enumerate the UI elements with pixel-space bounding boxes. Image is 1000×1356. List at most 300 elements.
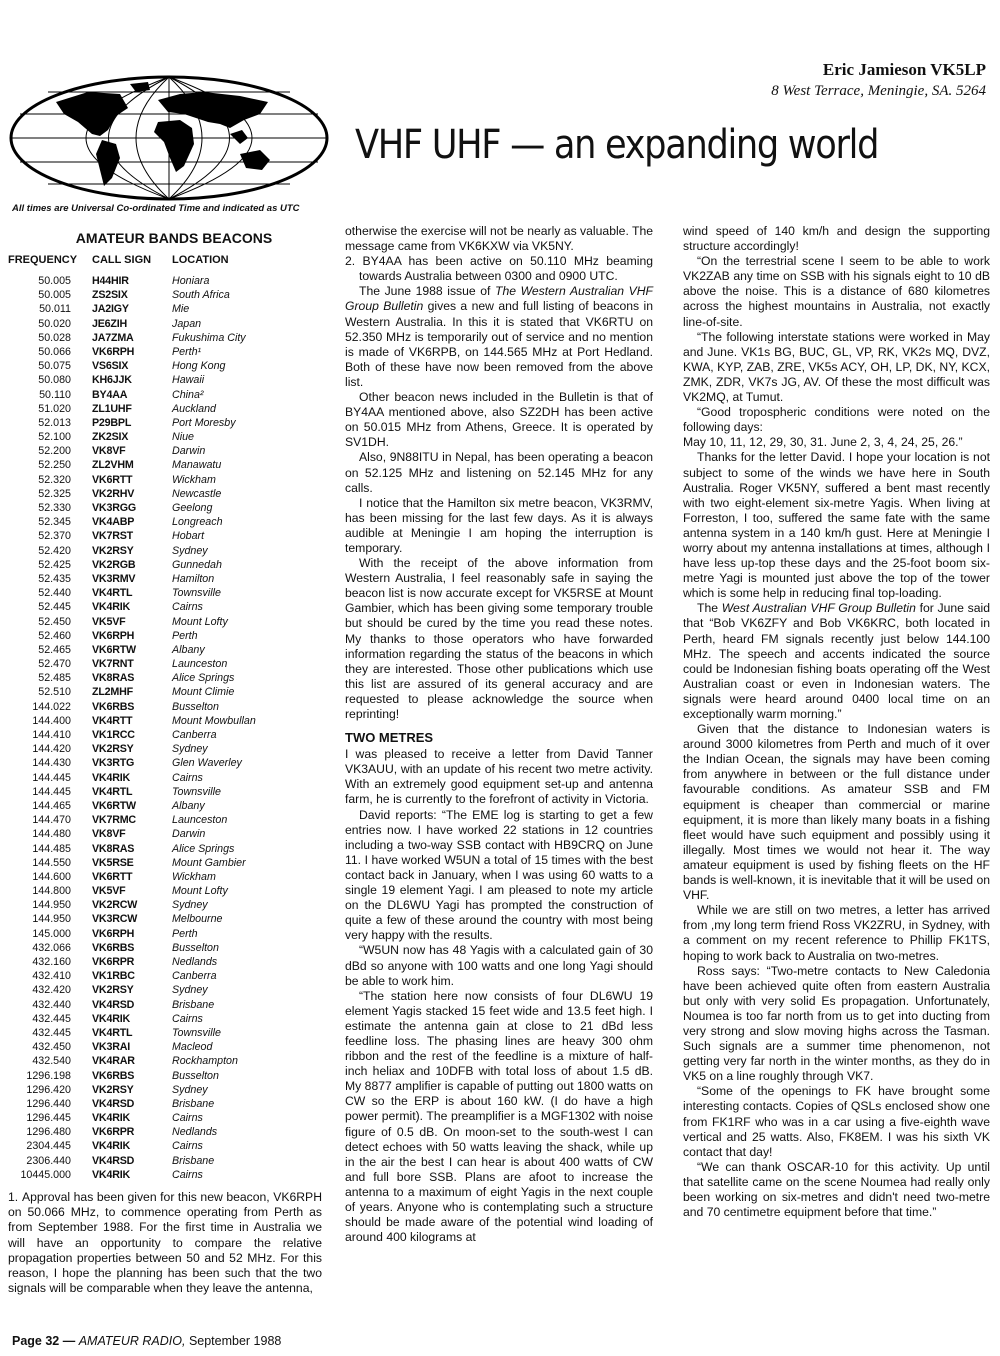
call-sign-cell: VK6RTW	[92, 643, 136, 656]
call-sign-cell: VK5VF	[92, 885, 126, 898]
call-sign-cell: VK4RIK	[92, 1168, 130, 1181]
beacon-table-body	[8, 274, 330, 1182]
call-sign-cell: VK5VF	[92, 615, 126, 628]
call-sign-cell: VK4RTL	[92, 785, 133, 798]
paragraph: Also, 9N88ITU in Nepal, has been operating a beacon on 52.125 MHz and listening on 52.145 MHz for any calls.	[345, 450, 653, 495]
location-cell: Canberra	[172, 729, 217, 741]
call-sign-cell: VS6SIX	[92, 360, 129, 373]
table-row	[8, 274, 330, 288]
table-row	[8, 402, 330, 416]
location-cell: Cairns	[172, 1112, 203, 1125]
table-row	[8, 558, 330, 572]
call-sign-cell: JA2IGY	[92, 303, 129, 316]
table-row	[8, 1026, 330, 1040]
call-sign-cell: VK4RIK	[92, 601, 130, 614]
frequency-cell: 52.013	[38, 416, 71, 429]
frequency-cell: 50.005	[38, 289, 71, 302]
paragraph: Thanks for the letter David. I hope your location is not subject to some of the winds we have here in South Australia. Roger VK5NY, suffered a bent mast recently with two eight-element six-metre Yagis. When living at Forreston, I too, suffered the same fate with the same antenna system in a 140 km/h gust. Here at Meningie I worry about my antenna installations at times, although I have less up-top these days and the 25-foot boom six-metre Yagi is mounted just above the top of the tower which is some help in reducing final top-loading.	[683, 450, 990, 601]
call-sign-cell: VK4RTL	[92, 1026, 133, 1039]
location-cell: Fukushima City	[172, 331, 246, 344]
call-sign-cell: ZK2SIX	[92, 431, 129, 444]
frequency-cell: 52.200	[38, 445, 71, 458]
table-row	[8, 317, 330, 331]
frequency-cell: 52.250	[38, 459, 71, 472]
call-sign-cell: VK4RAR	[92, 1055, 135, 1068]
location-cell: China²	[172, 388, 204, 401]
table-row	[8, 615, 330, 629]
call-sign-cell: VK4ABP	[92, 516, 135, 529]
location-cell: Manawatu	[172, 459, 222, 472]
call-sign-cell: VK3RMV	[92, 572, 136, 585]
call-sign-cell: VK4RIK	[92, 1112, 130, 1125]
location-cell: Townsville	[172, 587, 221, 600]
call-sign-cell: VK3RGG	[92, 502, 136, 514]
location-cell: Busselton	[172, 700, 219, 713]
magazine-name: AMATEUR RADIO,	[78, 1334, 186, 1348]
location-cell: Cairns	[172, 1168, 203, 1181]
table-row	[8, 1097, 330, 1111]
frequency-cell: 144.485	[32, 842, 71, 855]
location-cell: Alice Springs	[172, 672, 235, 685]
location-cell: Hawaii	[172, 374, 205, 387]
frequency-cell: 52.100	[38, 431, 71, 444]
table-row	[8, 742, 330, 756]
location-cell: Newcastle	[172, 487, 222, 500]
page-footer	[12, 1334, 281, 1348]
table-row	[8, 927, 330, 941]
frequency-cell: 50.005	[38, 275, 71, 287]
call-sign-cell: VK4RSD	[92, 1097, 135, 1110]
frequency-cell: 144.410	[32, 729, 71, 741]
frequency-cell: 52.425	[38, 558, 71, 571]
location-cell: Alice Springs	[172, 842, 235, 855]
call-sign-cell: P29BPL	[92, 416, 132, 429]
frequency-cell: 144.950	[32, 899, 71, 912]
location-cell: Macleod	[172, 1041, 213, 1054]
table-row	[8, 771, 330, 785]
table-row	[8, 572, 330, 586]
paragraph: While we are still on two metres, a letter has arrived from ,my long term friend Ross VK2ZRU, in Sydney, with a comment on my recent reference to Phillip FK1TS, hoping to work back to Australia on two-metres.	[683, 903, 990, 963]
call-sign-cell: VK6RTW	[92, 799, 136, 812]
table-row	[8, 1125, 330, 1139]
table-row	[8, 827, 330, 841]
frequency-cell: 144.600	[32, 870, 71, 883]
paragraph: “The station here now consists of four DL6WU 19 element Yagis stacked 15 feet wide and 13.5 feet high. I estimate the antenna gain at close to 21 dBd less feedline loss. The phasing lines are heavy 300 ohm ribbon and the rest of the feedline is a mixture of half-inch heliax and 10DFB with total loss of about 1.5 dB. My 8877 amplifier is capable of putting out 1800 watts on CW so the ERP is about 160 kW. (I do have a high power permit). The preamplifier is a MGF1302 with noise figure of 0.5 dB. On moon-set to the south-west I can detect echoes with 50 watts leaving the shack, while up in the air the best I can hear is about 400 watts of CW and full bore SSB. Plans are afoot to increase the antenna to a maximum of eight Yagis in the next couple of years. Anyone who is contemplating such a structure should be made aware of the potential wind loading of around 400 kilograms at	[345, 988, 653, 1245]
location-cell: Brisbane	[172, 998, 215, 1011]
call-sign-cell: VK1RBC	[92, 970, 135, 983]
table-row	[8, 785, 330, 799]
frequency-cell: 144.480	[32, 828, 71, 841]
frequency-cell: 1296.445	[26, 1112, 71, 1125]
call-sign-cell: VK3RAI	[92, 1041, 130, 1054]
table-row	[8, 388, 330, 402]
call-sign-cell: VK6RPR	[92, 1126, 135, 1139]
call-sign-cell: VK4RTL	[92, 587, 133, 600]
location-cell: Townsville	[172, 785, 221, 798]
frequency-cell: 432.445	[32, 1012, 71, 1025]
call-sign-cell: VK2RHV	[92, 487, 135, 500]
location-cell: Darwin	[172, 445, 206, 458]
call-sign-cell: VK2RSY	[92, 743, 134, 756]
call-sign-cell: VK8VF	[92, 828, 126, 841]
call-sign-cell: VK6RBS	[92, 700, 135, 713]
frequency-cell: 10445.000	[20, 1168, 71, 1181]
location-cell: Cairns	[172, 1012, 203, 1025]
table-row	[8, 345, 330, 359]
frequency-cell: 50.066	[38, 345, 71, 358]
frequency-cell: 432.066	[32, 941, 71, 954]
frequency-cell: 52.420	[38, 544, 71, 557]
paragraph: “On the terrestrial scene I seem to be able to work VK2ZAB any time on SSB with his signals eight to 10 dB above the noise. This is a distance of 680 kilometres across the highest mountains in Australia, not exactly line-of-site.	[683, 254, 990, 329]
table-row	[8, 430, 330, 444]
location-cell: Port Moresby	[172, 416, 236, 429]
location-cell: Auckland	[172, 402, 216, 415]
table-row	[8, 912, 330, 926]
table-row	[8, 998, 330, 1012]
location-cell: Cairns	[172, 771, 203, 784]
author-address: 8 West Terrace, Meningie, SA. 5264	[771, 83, 986, 99]
location-cell: Wickham	[172, 870, 216, 883]
location-cell: Sydney	[172, 899, 208, 912]
table-row	[8, 813, 330, 827]
frequency-cell: 432.160	[32, 956, 71, 968]
location-cell: Hong Kong	[172, 360, 226, 373]
table-row	[8, 373, 330, 387]
table-row	[8, 1111, 330, 1125]
location-cell: Cairns	[172, 1140, 203, 1153]
location-cell: Brisbane	[172, 1097, 215, 1110]
column-header-location: LOCATION	[172, 254, 229, 266]
paragraph: “Good tropospheric conditions were noted on the following days:	[683, 405, 990, 435]
table-row	[8, 969, 330, 983]
location-cell: Townsville	[172, 1026, 221, 1039]
frequency-cell: 432.420	[32, 984, 71, 997]
frequency-cell: 144.400	[32, 714, 71, 727]
table-row	[8, 842, 330, 856]
paragraph: May 10, 11, 12, 29, 30, 31. June 2, 3, 4, 24, 25, 26.”	[683, 435, 963, 450]
table-row	[8, 1083, 330, 1097]
location-cell: Melbourne	[172, 913, 223, 926]
frequency-cell: 52.510	[38, 686, 71, 699]
issue-date: September 1988	[188, 1334, 282, 1348]
location-cell: Geelong	[172, 502, 213, 514]
frequency-cell: 145.000	[32, 927, 71, 940]
location-cell: Sydney	[172, 544, 208, 557]
table-row	[8, 1139, 330, 1153]
call-sign-cell: VK1RCC	[92, 729, 135, 741]
table-row	[8, 884, 330, 898]
frequency-cell: 144.800	[32, 885, 71, 898]
frequency-cell: 52.325	[38, 487, 71, 500]
table-row	[8, 444, 330, 458]
table-row	[8, 856, 330, 870]
location-cell: Darwin	[172, 828, 206, 841]
table-row	[8, 1054, 330, 1068]
call-sign-cell: VK6RTT	[92, 473, 133, 486]
column-header-frequency: FREQUENCY	[8, 254, 78, 266]
call-sign-cell: ZL2MHF	[92, 686, 133, 699]
call-sign-cell: VK3RTG	[92, 757, 135, 770]
table-row	[8, 473, 330, 487]
location-cell: Hobart	[172, 530, 205, 543]
frequency-cell: 144.022	[32, 700, 71, 713]
footnote-1	[8, 1190, 322, 1296]
call-sign-cell: JA7ZMA	[92, 331, 134, 344]
location-cell: Albany	[172, 643, 205, 656]
call-sign-cell: VK2RSY	[92, 544, 134, 557]
frequency-cell: 144.465	[32, 799, 71, 812]
call-sign-cell: VK2RSY	[92, 984, 134, 997]
location-cell: Niue	[172, 431, 194, 444]
call-sign-cell: VK6RBS	[92, 941, 135, 954]
frequency-cell: 144.445	[32, 771, 71, 784]
location-cell: Japan	[172, 317, 202, 330]
paragraph: I notice that the Hamilton six metre beacon, VK3RMV, has been missing for the last few days. As it is always audible at Meningie I am hoping the interruption is temporary.	[345, 495, 653, 555]
table-row	[8, 643, 330, 657]
frequency-cell: 1296.420	[26, 1083, 71, 1096]
location-cell: Mount Climie	[172, 686, 235, 699]
location-cell: Sydney	[172, 984, 208, 997]
frequency-cell: 432.450	[32, 1041, 71, 1054]
table-row	[8, 728, 330, 742]
location-cell: Nedlands	[172, 1126, 218, 1139]
frequency-cell: 432.445	[32, 1026, 71, 1039]
table-row	[8, 331, 330, 345]
location-cell: Wickham	[172, 473, 216, 486]
location-cell: Albany	[172, 799, 205, 812]
frequency-cell: 144.470	[32, 814, 71, 827]
frequency-cell: 144.420	[32, 743, 71, 756]
frequency-cell: 52.450	[38, 615, 71, 628]
location-cell: Launceston	[172, 658, 228, 671]
location-cell: Sydney	[172, 1083, 208, 1096]
paragraph: David reports: “The EME log is starting to get a few entries now. I have worked 22 stations in 12 countries including a two-way SSB contact with HB9CRQ on June 11. I have worked W5UN a total of 15 times with the best contact back in January, when I was using 60 watts to a single 19 element Yagi. I am pleased to note my article on the DL6WU Yagi has prompted the construction of quite a few of these around the country with most being very happy with the results.	[345, 807, 653, 943]
frequency-cell: 144.950	[32, 913, 71, 926]
frequency-cell: 50.075	[38, 360, 71, 373]
frequency-cell: 52.460	[38, 629, 71, 642]
table-row	[8, 359, 330, 373]
frequency-cell: 50.028	[38, 331, 71, 344]
call-sign-cell: VK6RBS	[92, 1069, 135, 1082]
call-sign-cell: VK5RSE	[92, 856, 134, 869]
location-cell: Perth	[172, 927, 198, 940]
frequency-cell: 52.330	[38, 502, 71, 514]
frequency-cell: 2304.445	[26, 1140, 71, 1153]
article-column-2	[683, 224, 990, 1220]
frequency-cell: 52.485	[38, 672, 71, 685]
location-cell: Glen Waverley	[172, 757, 242, 770]
paragraph: Other beacon news included in the Bulletin is that of BY4AA mentioned above, also SZ2DH has been active on 50.015 MHz from Athens, Greece. It is operated by SV1DH.	[345, 390, 653, 450]
beacon-table	[8, 230, 330, 1182]
paragraph: 2. BY4AA has been active on 50.110 MHz beaming towards Australia between 0300 and 0900 UTC.	[345, 254, 653, 284]
beacon-table-title: AMATEUR BANDS BEACONS	[75, 230, 273, 246]
location-cell: Busselton	[172, 1069, 219, 1082]
location-cell: Mount Gambier	[172, 856, 246, 869]
call-sign-cell: VK6RPH	[92, 629, 135, 642]
table-row	[8, 685, 330, 699]
table-row	[8, 898, 330, 912]
call-sign-cell: JE6ZIH	[92, 317, 128, 330]
page-title: VHF UHF — an expanding world	[355, 122, 879, 168]
frequency-cell: 432.540	[32, 1055, 71, 1068]
frequency-cell: 50.020	[38, 317, 71, 330]
paragraph: wind speed of 140 km/h and design the supporting structure accordingly!	[683, 224, 990, 254]
frequency-cell: 432.410	[32, 970, 71, 983]
paragraph: The West Australian VHF Group Bulletin for June said that “Bob VK6ZFY and Bob VK6KRC, both located in Perth, heard FM signals recently just below 144.100 MHz. The speech and accents indicated the source could be Indonesian fishing boats operating off the West Australian coast or even in Indonesian waters. The signals were heard around 0400 local time on an exceptionally warm morning.”	[683, 601, 991, 721]
location-cell: Longreach	[172, 516, 223, 529]
frequency-cell: 432.440	[32, 998, 71, 1011]
world-map-logo	[8, 74, 330, 202]
frequency-cell: 50.110	[39, 388, 71, 401]
location-cell: Sydney	[172, 743, 208, 756]
frequency-cell: 52.470	[38, 658, 71, 671]
section-heading: TWO METRES	[345, 730, 434, 746]
frequency-cell: 144.445	[32, 785, 71, 798]
frequency-cell: 1296.440	[26, 1097, 71, 1110]
frequency-cell: 52.440	[38, 587, 71, 600]
table-row	[8, 941, 330, 955]
table-row	[8, 657, 330, 671]
call-sign-cell: VK7RMC	[92, 814, 136, 827]
table-row	[8, 1154, 330, 1168]
table-row	[8, 1012, 330, 1026]
table-row	[8, 1069, 330, 1083]
call-sign-cell: VK2RGB	[92, 558, 136, 571]
call-sign-cell: VK7RST	[92, 530, 133, 543]
frequency-cell: 52.435	[38, 572, 71, 585]
frequency-cell: 50.080	[38, 374, 71, 387]
table-row	[8, 955, 330, 969]
paragraph: Ross says: “Two-metre contacts to New Caledonia have been achieved quite often from eastern Australia but only with very solid Es propagation. Unfortunately, Noumea is too far north from us to get into ducting from very strong and slow moving highs across the Tasman. Such signals are a summer time phenomenon, not getting very far north in the winter months, as they do in VK5 on a line roughly through VK7.	[683, 963, 990, 1084]
table-row	[8, 515, 330, 529]
table-row	[8, 501, 330, 515]
location-cell: Launceston	[172, 814, 228, 827]
paragraph: “We can thank OSCAR-10 for this activity. Up until that satellite came on the scene Noumea had really only been working on six-metres and didn't need two-metre and 70 centimetre equipment before that time.”	[683, 1159, 990, 1220]
call-sign-cell: VK8RAS	[92, 672, 135, 685]
call-sign-cell: VK6RPR	[92, 956, 135, 968]
paragraph: With the receipt of the above information from Western Australia, I feel reasonably safe in saying the beacon list is now accurate except for VK5RSE at Mount Gambier, which has been giving some temporary trouble but should be cured by the time you read these notes. My thanks to those operators who have forwarded information regarding the status of the beacons in which they are interested. Those other publications which use this list are assured of its general accuracy and are requested to please acknowledge the source when reprinting!	[345, 556, 653, 721]
frequency-cell: 51.020	[38, 402, 71, 415]
call-sign-cell: H44HIR	[92, 275, 129, 287]
location-cell: Mount Mowbullan	[172, 714, 256, 727]
call-sign-cell: VK6RPH	[92, 927, 135, 940]
location-cell: Gunnedah	[172, 558, 222, 571]
paragraph: “Some of the openings to FK have brought some interesting contacts. Copies of QSLs enclosed show one from FK1RF who was in a car using a five-eighth wave vertical and 25 watts. Also, FK8EM. I was his sixth VK contact that day!	[683, 1084, 990, 1159]
call-sign-cell: VK4RIK	[92, 1012, 130, 1025]
location-cell: Mount Lofty	[172, 885, 228, 898]
table-row	[8, 416, 330, 430]
table-row	[8, 529, 330, 543]
call-sign-cell: VK4RTT	[92, 714, 133, 727]
table-row	[8, 302, 330, 316]
paragraph: Given that the distance to Indonesian waters is around 3000 kilometres from Perth and much of it over the Indian Ocean, the signals may have been coming from anywhere in between or the full distance under favourable conditions. As amateur SSB and FM equipment is cheaper than commercial or marine equipment, it is more than likely many boats in a fishing fleet would have such equipment and possibly using it illegally. Most times we would not hear it. The way amateur equipment is used by fishing fleets on the HF bands is well-known, it is inevitable that it will be used on VHF.	[683, 722, 990, 903]
call-sign-cell: VK8RAS	[92, 842, 135, 855]
location-cell: Cairns	[172, 601, 203, 614]
table-row	[8, 600, 330, 614]
call-sign-cell: VK4RIK	[92, 771, 130, 784]
table-row	[8, 714, 330, 728]
table-row	[8, 586, 330, 600]
call-sign-cell: VK7RNT	[92, 658, 134, 671]
call-sign-cell: VK3RCW	[92, 913, 138, 926]
beacon-table-header	[8, 254, 330, 266]
location-cell: Mount Lofty	[172, 615, 228, 628]
table-row	[8, 700, 330, 714]
table-row	[8, 458, 330, 472]
paragraph: I was pleased to receive a letter from David Tanner VK3AUU, with an update of his recent two metre activity. With an extremely good equipment set-up and antenna farm, he is currently to the forefront of activity in Victoria.	[345, 747, 653, 807]
call-sign-cell: VK6RTT	[92, 870, 133, 883]
location-cell: Brisbane	[172, 1154, 215, 1167]
table-row	[8, 1168, 330, 1182]
location-cell: Perth¹	[172, 345, 202, 358]
table-row	[8, 870, 330, 884]
table-row	[8, 671, 330, 685]
frequency-cell: 52.320	[38, 473, 71, 486]
table-row	[8, 1040, 330, 1054]
location-cell: Busselton	[172, 941, 219, 954]
call-sign-cell: ZL1UHF	[92, 402, 132, 415]
footnote-number: 1.	[8, 1190, 19, 1204]
frequency-cell: 50.011	[39, 303, 71, 316]
frequency-cell: 52.345	[38, 516, 71, 529]
author-block	[771, 60, 986, 100]
paragraph: The June 1988 issue of The Western Australian VHF Group Bulletin gives a new and full listing of beacons in Western Australia. In this it is stated that VK6RTU on 52.350 MHz is temporarily out of service and no mention is made of VK6RPB, on 144.565 MHz at Port Hedland. Both of these have now been removed from the above list.	[345, 284, 653, 389]
utc-note: All times are Universal Co-ordinated Time and indicated as UTC	[12, 203, 300, 214]
frequency-cell: 144.430	[32, 757, 71, 770]
frequency-cell: 1296.198	[26, 1069, 71, 1082]
location-cell: Mie	[172, 303, 190, 316]
table-row	[8, 799, 330, 813]
page-number: Page 32 —	[12, 1334, 76, 1348]
call-sign-cell: KH6JJK	[92, 374, 132, 387]
call-sign-cell: ZL2VHM	[92, 459, 134, 472]
table-row	[8, 756, 330, 770]
paragraph: otherwise the exercise will not be nearly as valuable. The message came from VK6KXW via VK5NY.	[345, 224, 654, 254]
call-sign-cell: VK2RCW	[92, 899, 138, 912]
author-name: Eric Jamieson VK5LP	[822, 60, 986, 79]
frequency-cell: 1296.480	[26, 1126, 71, 1139]
paragraph: “W5UN now has 48 Yagis with a calculated gain of 30 dBd so anyone with 100 watts and one long Yagi should be able to work him.	[345, 943, 653, 988]
table-row	[8, 983, 330, 997]
call-sign-cell: VK4RSD	[92, 1154, 135, 1167]
article-column-1	[345, 224, 653, 1245]
call-sign-cell: ZS2SIX	[92, 289, 128, 302]
table-row	[8, 487, 330, 501]
call-sign-cell: VK6RPH	[92, 345, 135, 358]
footnote-text: Approval has been given for this new beacon, VK6RPH on 50.066 MHz, to commence operating from Perth as from September 1988. For the first time in Australia we will have an opportunity to compare the relative propagation properties between 50 and 52 MHz. For this reason, I hope the planning has been such that the two signals will be comparable when they leave the antenna,	[8, 1190, 322, 1296]
call-sign-cell: VK4RIK	[92, 1140, 130, 1153]
call-sign-cell: VK8VF	[92, 445, 126, 458]
frequency-cell: 52.445	[38, 601, 71, 614]
call-sign-cell: VK4RSD	[92, 998, 135, 1011]
column-header-call-sign: CALL SIGN	[92, 254, 152, 266]
frequency-cell: 2306.440	[26, 1154, 71, 1167]
location-cell: Hamilton	[172, 572, 215, 585]
frequency-cell: 52.465	[38, 643, 71, 656]
table-row	[8, 629, 330, 643]
location-cell: South Africa	[172, 289, 230, 302]
table-row	[8, 288, 330, 302]
table-row	[8, 544, 330, 558]
call-sign-cell: VK2RSY	[92, 1083, 134, 1096]
location-cell: Nedlands	[172, 956, 218, 968]
frequency-cell: 52.370	[38, 530, 71, 543]
frequency-cell: 144.550	[32, 856, 71, 869]
call-sign-cell: BY4AA	[92, 388, 128, 401]
location-cell: Perth	[172, 629, 198, 642]
location-cell: Honiara	[172, 275, 210, 287]
paragraph: “The following interstate stations were worked in May and June. VK1s BG, BUC, GL, VP, RK, VK2s MQ, DVZ, KWA, KYP, ZAB, ZRE, VK5s ACY, OH, LP, DK, NY, KCX, ZMK, ZDR, VK7s JG, AV. Of these the most difficult was VK2MQ, at Tumut.	[683, 329, 990, 405]
